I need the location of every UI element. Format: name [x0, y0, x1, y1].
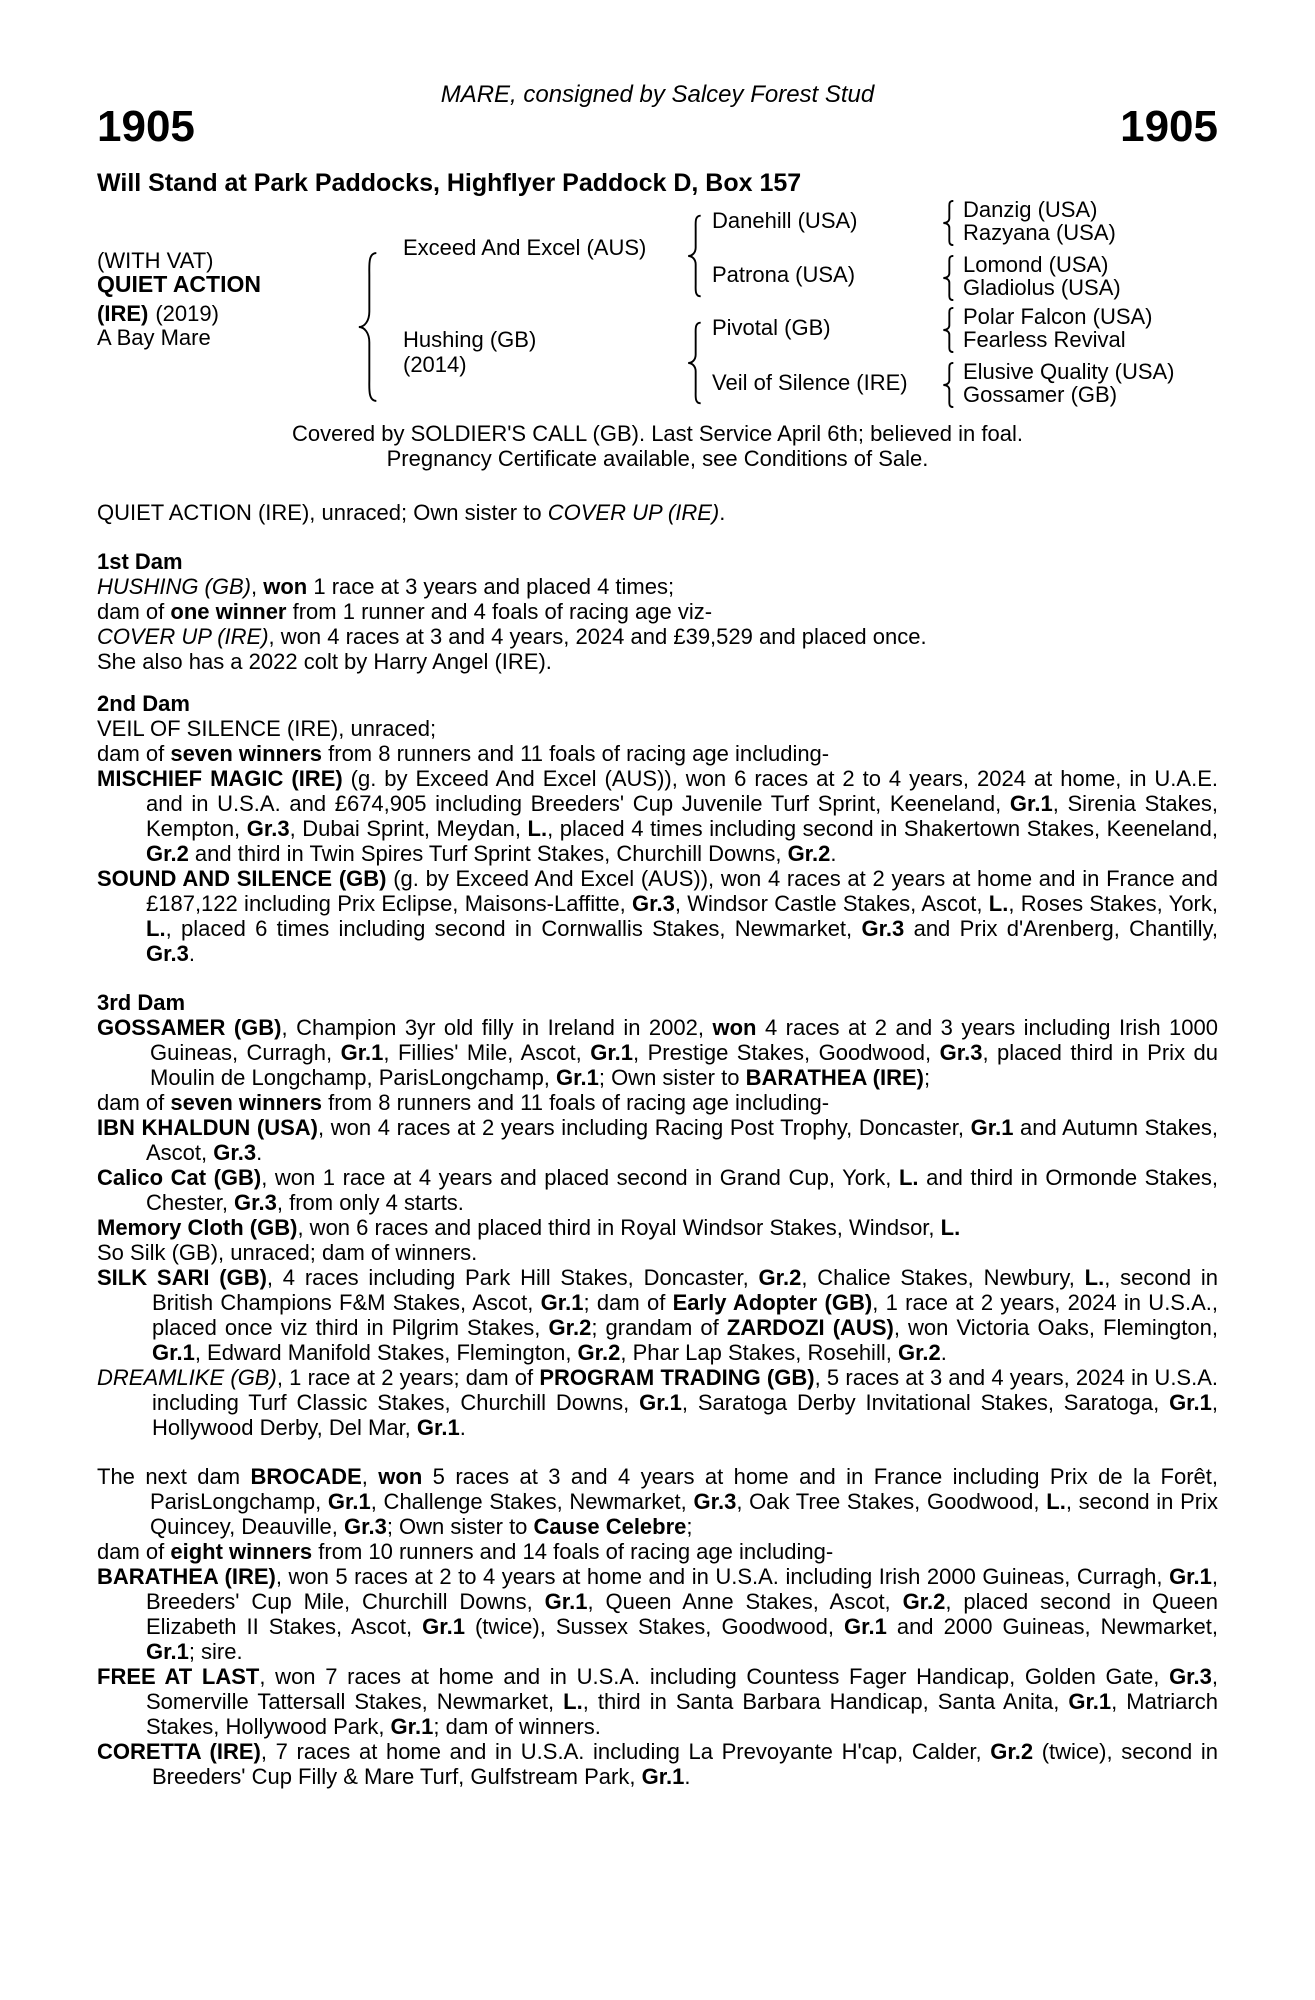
- so-silk-record: So Silk (GB), unraced; dam of winners.: [97, 1240, 478, 1265]
- gossamer-record: GOSSAMER (GB), Champion 3yr old filly in Ireland in 2002, won 4 races at 2 and 3 years including Irish 1000 Guineas, Curragh, Gr.1, Fillies' Mile, Ascot, Gr.1, Prestige Stakes, Goodwood, Gr.3, placed third in Prix du Moulin de Longchamp, ParisLongchamp, Gr.1; Own sister to BARATHEA (IRE);: [97, 1015, 1219, 1090]
- mischief-magic-record: MISCHIEF MAGIC (IRE) (g. by Exceed And Excel (AUS)), won 6 races at 2 to 4 years, 2024 at home, in U.A.E. and in U.S.A. and £674,905 including Breeders' Cup Juvenile Turf Sprint, Keeneland, Gr.1, Sirenia Stakes, Kempton, Gr.3, Dubai Sprint, Meydan, L., placed 4 times including second in Shakertown Stakes, Keeneland, Gr.2 and third in Twin Spires Turf Sprint Stakes, Churchill Downs, Gr.2.: [97, 766, 1219, 866]
- pedigree-text-body: [97, 500, 1218, 1789]
- sire-sire-name: Danehill (USA): [712, 208, 858, 233]
- gossamer-produce-intro: dam of seven winners from 8 runners and 11 foals of racing age including-: [97, 1090, 830, 1115]
- sire-name: Exceed And Excel (AUS): [403, 235, 647, 260]
- cover-up-record: COVER UP (IRE), won 4 races at 3 and 4 years, 2024 and £39,529 and placed once.: [97, 624, 927, 649]
- race-record-intro: QUIET ACTION (IRE), unraced; Own sister to COVER UP (IRE).: [97, 500, 726, 525]
- covering-statement-line1: Covered by SOLDIER'S CALL (GB). Last Service April 6th; believed in foal.: [292, 421, 1023, 446]
- great-granddam-name: Razyana (USA): [963, 220, 1116, 245]
- brocade-record: The next dam BROCADE, won 5 races at 3 and 4 years at home and in France including Prix de la Forêt, ParisLongchamp, Gr.1, Challenge Stakes, Newmarket, Gr.3, Oak Tree Stakes, Goodwood, L., second in Prix Quincey, Deauville, Gr.3; Own sister to Cause Celebre;: [97, 1464, 1219, 1539]
- dam-dam-name: Veil of Silence (IRE): [712, 370, 908, 395]
- coretta-record: CORETTA (IRE), 7 races at home and in U.S.A. including La Prevoyante H'cap, Calder, Gr.2 (twice), second in Breeders' Cup Filly & Mare Turf, Gulfstream Park, Gr.1.: [97, 1739, 1218, 1789]
- pedigree-brace-icon: [940, 307, 956, 353]
- first-dam-heading: 1st Dam: [97, 549, 183, 574]
- horse-description: A Bay Mare: [97, 325, 211, 350]
- dam-sire-name: Pivotal (GB): [712, 315, 831, 340]
- veil-produce-intro: dam of seven winners from 8 runners and 11 foals of racing age including-: [97, 741, 830, 766]
- great-grandsire-name: Danzig (USA): [963, 197, 1098, 222]
- covering-statement-line2: Pregnancy Certificate available, see Conditions of Sale.: [386, 446, 929, 471]
- pedigree-brace-icon: [940, 200, 956, 246]
- great-grandsire-name: Lomond (USA): [963, 252, 1109, 277]
- ibn-khaldun-record: IBN KHALDUN (USA), won 4 races at 2 years including Racing Post Trophy, Doncaster, Gr.1 and Autumn Stakes, Ascot, Gr.3.: [97, 1115, 1218, 1165]
- consignor-line: MARE, consigned by Salcey Forest Stud: [440, 81, 875, 108]
- pedigree-brace-icon: [940, 362, 956, 408]
- horse-suffix: (IRE): [97, 301, 149, 326]
- hushing-produce-intro: dam of one winner from 1 runner and 4 foals of racing age viz-: [97, 599, 713, 624]
- hushing-record: HUSHING (GB), won 1 race at 3 years and placed 4 times;: [97, 574, 675, 599]
- dreamlike-record: DREAMLIKE (GB), 1 race at 2 years; dam of PROGRAM TRADING (GB), 5 races at 3 and 4 years, 2024 in U.S.A. including Turf Classic Stakes, Churchill Downs, Gr.1, Saratoga Derby Invitational Stakes, Saratoga, Gr.1, Hollywood Derby, Del Mar, Gr.1.: [97, 1365, 1219, 1440]
- pedigree-brace-icon: [940, 255, 956, 301]
- veil-of-silence-record: VEIL OF SILENCE (IRE), unraced;: [97, 716, 437, 741]
- dam-year: (2014): [403, 352, 467, 377]
- calico-cat-record: Calico Cat (GB), won 1 race at 4 years and placed second in Grand Cup, York, L. and third in Ormonde Stakes, Chester, Gr.3, from only 4 starts.: [97, 1165, 1219, 1215]
- horse-name: QUIET ACTION: [97, 271, 261, 297]
- horse-suffix-year: [97, 302, 219, 326]
- silk-sari-record: SILK SARI (GB), 4 races including Park Hill Stakes, Doncaster, Gr.2, Chalice Stakes, Newbury, L., second in British Champions F&M Stakes, Ascot, Gr.1; dam of Early Adopter (GB), 1 race at 2 years, 2024 in U.S.A., placed once viz third in Pilgrim Stakes, Gr.2; grandam of ZARDOZI (AUS), won Victoria Oaks, Flemington, Gr.1, Edward Manifold Stakes, Flemington, Gr.2, Phar Lap Stakes, Rosehill, Gr.2.: [97, 1265, 1218, 1365]
- great-granddam-name: Gladiolus (USA): [963, 275, 1121, 300]
- pedigree-brace-icon: [684, 214, 704, 298]
- pedigree-brace-icon: [353, 250, 381, 404]
- second-dam-heading: 2nd Dam: [97, 691, 190, 716]
- pedigree-brace-icon: [684, 321, 704, 405]
- great-granddam-name: Fearless Revival: [963, 327, 1126, 352]
- lot-number-right: 1905: [1120, 102, 1218, 151]
- dam-name: Hushing (GB): [403, 327, 537, 352]
- sound-and-silence-record: SOUND AND SILENCE (GB) (g. by Exceed And Excel (AUS)), won 4 races at 2 years at home and in France and £187,122 including Prix Eclipse, Maisons-Laffitte, Gr.3, Windsor Castle Stakes, Ascot, L., Roses Stakes, York, L., placed 6 times including second in Cornwallis Stakes, Newmarket, Gr.3 and Prix d'Arenberg, Chantilly, Gr.3.: [97, 866, 1218, 966]
- brocade-produce-intro: dam of eight winners from 10 runners and 14 foals of racing age including-: [97, 1539, 834, 1564]
- great-granddam-name: Gossamer (GB): [963, 382, 1118, 407]
- sire-dam-name: Patrona (USA): [712, 262, 856, 287]
- third-dam-heading: 3rd Dam: [97, 990, 186, 1015]
- free-at-last-record: FREE AT LAST, won 7 races at home and in U.S.A. including Countess Fager Handicap, Golden Gate, Gr.3, Somerville Tattersall Stakes, Newmarket, L., third in Santa Barbara Handicap, Santa Anita, Gr.1, Matriarch Stakes, Hollywood Park, Gr.1; dam of winners.: [97, 1664, 1218, 1739]
- barathea-record: BARATHEA (IRE), won 5 races at 2 to 4 years at home and in U.S.A. including Irish 2000 Guineas, Curragh, Gr.1, Breeders' Cup Mile, Churchill Downs, Gr.1, Queen Anne Stakes, Ascot, Gr.2, placed second in Queen Elizabeth II Stakes, Ascot, Gr.1 (twice), Sussex Stakes, Goodwood, Gr.1 and 2000 Guineas, Newmarket, Gr.1; sire.: [97, 1564, 1218, 1664]
- memory-cloth-record: Memory Cloth (GB), won 6 races and placed third in Royal Windsor Stakes, Windsor, L.: [97, 1215, 961, 1240]
- hushing-colt-note: She also has a 2022 colt by Harry Angel (IRE).: [97, 649, 552, 674]
- stand-location-line: Will Stand at Park Paddocks, Highflyer Paddock D, Box 157: [97, 169, 802, 197]
- horse-year: (2019): [155, 301, 219, 326]
- vat-note: (WITH VAT): [97, 248, 214, 273]
- great-grandsire-name: Elusive Quality (USA): [963, 359, 1175, 384]
- lot-number-row: [97, 104, 1218, 150]
- lot-number-left: 1905: [97, 102, 195, 151]
- great-grandsire-name: Polar Falcon (USA): [963, 304, 1153, 329]
